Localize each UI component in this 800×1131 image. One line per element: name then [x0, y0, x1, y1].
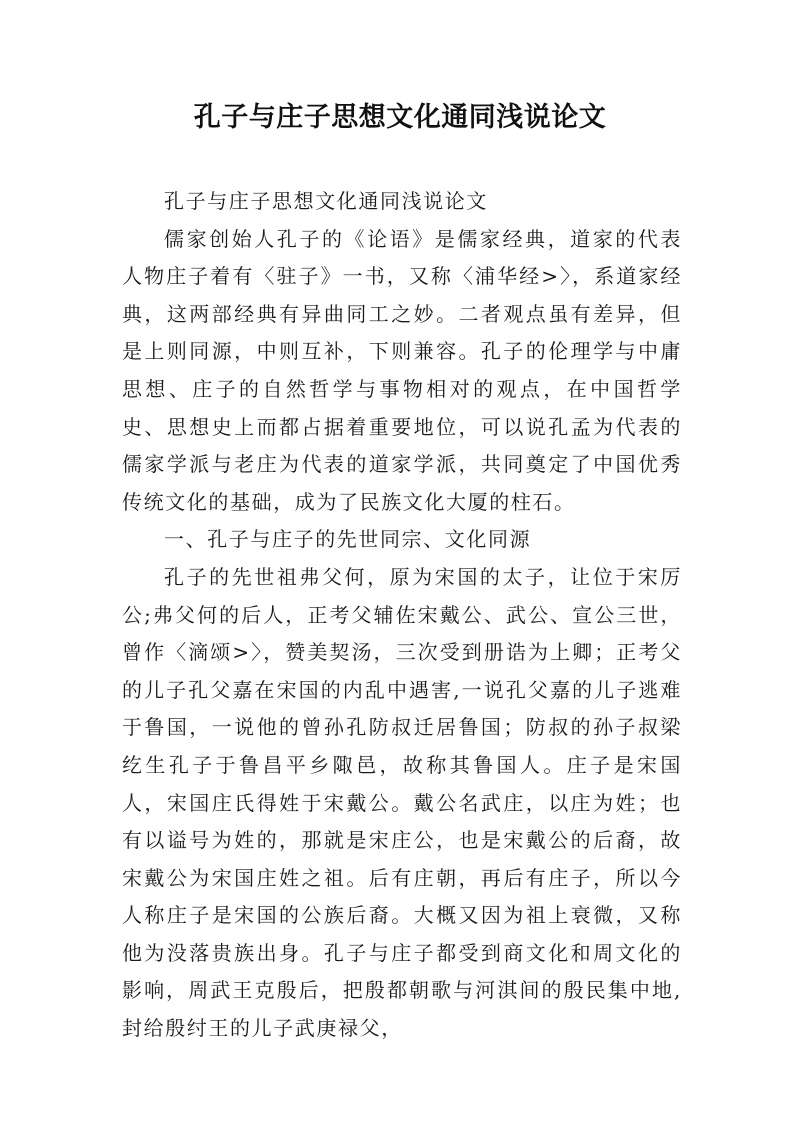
paragraph-subtitle: 孔子与庄子思想文化通同浅说论文 [164, 189, 488, 213]
document-title: 孔子与庄子思想文化通同浅说论文 [193, 102, 607, 133]
paragraph-intro: 儒家创始人孔子的《论语》是儒家经典，道家的代表人物庄子着有〈驻子》一书，又称〈浦华经>〉，系道家经典，这两部经典有异曲同工之妙。二者观点虽有差异，但是上则同源，中则互补，下则兼容。孔子的伦理学与中庸思想、庄子的自然哲学与事物相对的观点，在中国哲学史、思想史上而都占据着重要地位，可以说孔孟为代表的儒家学派与老庄为代表的道家学派，共同奠定了中国优秀传统文化的基础，成为了民族文化大厦的柱石。 [122, 226, 682, 514]
section-heading: 一、孔子与庄子的先世同宗、文化同源 [164, 527, 532, 552]
document-body [122, 183, 682, 1048]
paragraph-ancestry: 孔子的先世祖弗父何，原为宋国的太子，让位于宋厉公;弗父何的后人，正考父辅佐宋戴公、武公、宣公三世，曾作〈滴颂>〉，赞美契汤，三次受到册诰为上卿；正考父的儿子孔父嘉在宋国的内乱中遇害,一说孔父嘉的儿子逃难于鲁国，一说他的曾孙孔防叔迁居鲁国；防叔的孙子叔梁纥生孔子于鲁昌平乡陬邑，故称其鲁国人。庄子是宋国人，宋国庄氏得姓于宋戴公。戴公名武庄，以庄为姓；也有以谥号为姓的，那就是宋庄公，也是宋戴公的后裔，故宋戴公为宋国庄姓之祖。后有庄朝，再后有庄子，所以今人称庄子是宋国的公族后裔。大概又因为祖上衰微，又称他为没落贵族出身。孔子与庄子都受到商文化和周文化的影响，周武王克殷后，把殷都朝歌与河淇间的殷民集中地,封给殷纣王的儿子武庚禄父， [122, 564, 682, 1041]
